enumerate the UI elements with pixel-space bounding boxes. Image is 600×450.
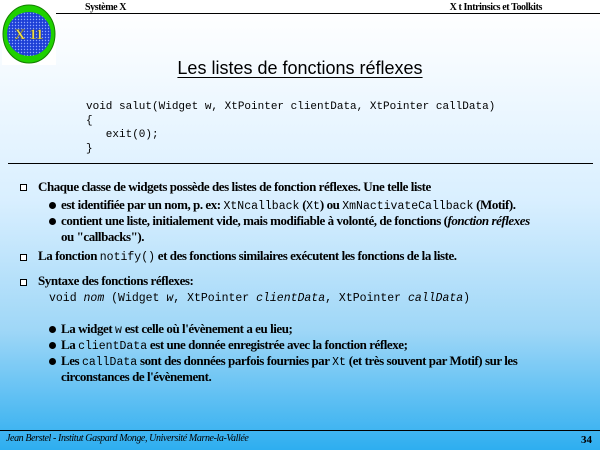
page-title: Les listes de fonctions réflexes bbox=[177, 58, 423, 78]
x11-logo-icon bbox=[2, 3, 56, 65]
bullet-dot-icon bbox=[49, 358, 56, 365]
divider bbox=[8, 163, 593, 164]
bullet-dot-icon bbox=[49, 202, 56, 209]
code-line: exit(0); bbox=[86, 129, 159, 141]
system-label: Système X bbox=[85, 2, 127, 13]
bullet-3-sub-1: La widget w est celle où l'évènement a eu lieu; bbox=[61, 321, 293, 337]
header-rule bbox=[55, 13, 600, 14]
bullet-dot-icon bbox=[49, 342, 56, 349]
bullet-square-icon bbox=[20, 184, 27, 191]
bullet-3-sub-2: La clientData est une donnée enregistrée avec la fonction réflexe; bbox=[61, 337, 408, 353]
code-line: void salut(Widget w, XtPointer clientData, XtPointer callData) bbox=[86, 101, 496, 113]
bullet-1-sub-1: est identifiée par un nom, p. ex: XtNcallback (Xt) ou XmNactivateCallback (Motif). bbox=[61, 197, 516, 213]
bullet-1-sub-2: contient une liste, initialement vide, mais modifiable à volonté, de fonctions (fonction réflexes bbox=[61, 213, 530, 228]
syntax-line: void nom (Widget w, XtPointer clientData, XtPointer callData) bbox=[49, 292, 471, 305]
course-label: X t Intrinsics et Toolkits bbox=[449, 2, 542, 13]
bullet-dot-icon bbox=[49, 326, 56, 333]
bullet-1-text: Chaque classe de widgets possède des listes de fonction réflexes. Une telle liste bbox=[38, 179, 431, 194]
footer-author: Jean Berstel - Institut Gaspard Monge, Université Marne-la-Vallée bbox=[6, 433, 249, 444]
bullet-1-sub-2-cont: ou "callbacks"). bbox=[61, 229, 145, 244]
bullet-2-text: La fonction notify() et des fonctions similaires exécutent les fonctions de la liste. bbox=[38, 248, 457, 264]
footer-rule bbox=[0, 430, 600, 431]
bullet-square-icon bbox=[20, 279, 27, 286]
bullet-3-text: Syntaxe des fonctions réflexes: bbox=[38, 273, 194, 288]
code-block bbox=[86, 100, 495, 156]
bullet-square-icon bbox=[20, 254, 27, 261]
code-line: } bbox=[86, 143, 93, 155]
logo-text: X 11 bbox=[14, 27, 44, 43]
bullet-dot-icon bbox=[49, 218, 56, 225]
code-line: { bbox=[86, 115, 93, 127]
page-number: 34 bbox=[581, 434, 592, 446]
bullet-3-sub-3: Les callData sont des données parfois fournies par Xt (et très souvent par Motif) sur les bbox=[61, 353, 518, 369]
bullet-3-sub-3-cont: circonstances de l'évènement. bbox=[61, 369, 212, 384]
